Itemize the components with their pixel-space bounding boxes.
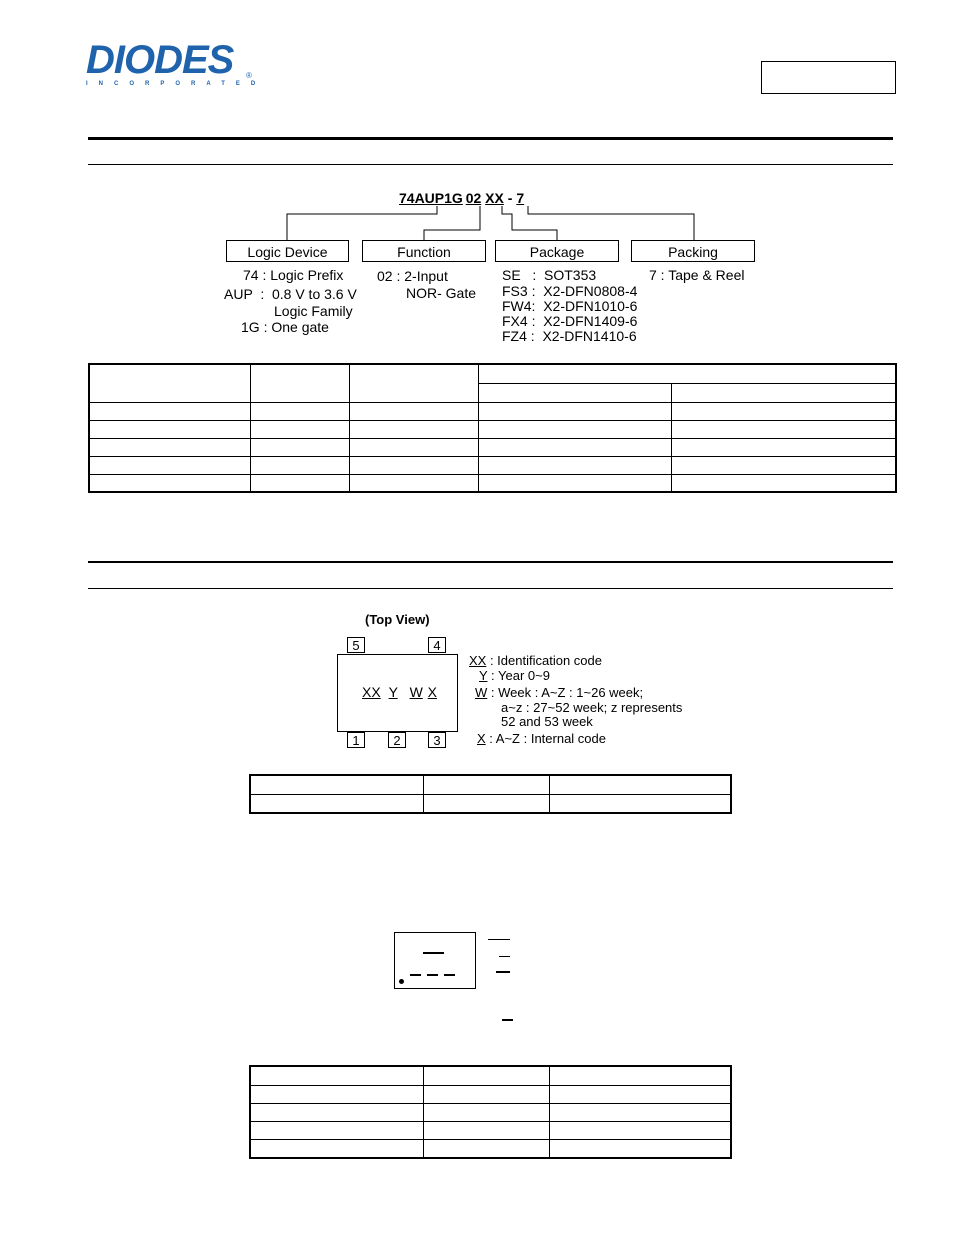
pin1-dot-icon bbox=[399, 979, 404, 984]
pin-2: 2 bbox=[388, 732, 406, 748]
chip-marking-code bbox=[362, 684, 437, 700]
table-cell bbox=[479, 383, 672, 402]
table-row bbox=[250, 1103, 731, 1121]
table-row bbox=[250, 1066, 731, 1085]
category-package: Package bbox=[495, 240, 619, 262]
table-row bbox=[250, 1122, 731, 1140]
table-row bbox=[89, 438, 896, 456]
category-packing: Packing bbox=[631, 240, 755, 262]
logo-wordmark: DIODES bbox=[86, 38, 234, 82]
logic-desc-gate: 1G : One gate bbox=[241, 319, 329, 335]
package-desc-fz4: FZ4 : X2-DFN1410-6 bbox=[502, 328, 637, 344]
table-row bbox=[89, 402, 896, 420]
package-desc-fx4: FX4 : X2-DFN1409-6 bbox=[502, 313, 638, 329]
packing-desc: 7 : Tape & Reel bbox=[649, 267, 745, 283]
dfn-mark-line bbox=[427, 974, 438, 976]
package-desc-se: SE : SOT353 bbox=[502, 267, 597, 283]
registered-mark: ® bbox=[246, 71, 252, 80]
pn-function: 02 bbox=[465, 190, 482, 206]
dfn-legend-line bbox=[496, 971, 510, 973]
section2-rule-bottom bbox=[88, 588, 893, 589]
top-view-label: (Top View) bbox=[365, 612, 430, 627]
chip-x: X bbox=[427, 684, 438, 700]
table-row bbox=[250, 1085, 731, 1103]
pn-dash: - bbox=[507, 190, 513, 206]
dfn-mark-line bbox=[410, 974, 421, 976]
dfn-chip-body bbox=[394, 932, 476, 989]
chip-xx: XX bbox=[362, 684, 381, 700]
table-row bbox=[250, 794, 731, 813]
ordering-table bbox=[88, 363, 897, 493]
dfn-mark-line bbox=[423, 952, 444, 954]
logic-desc-aup: AUP : 0.8 V to 3.6 V bbox=[224, 286, 357, 302]
table-row bbox=[89, 420, 896, 438]
pin-5: 5 bbox=[347, 637, 365, 653]
legend-w: W : Week : A~Z : 1~26 week; bbox=[475, 685, 644, 700]
marking-table-1 bbox=[249, 774, 732, 814]
legend-y: Y : Year 0~9 bbox=[479, 668, 550, 683]
table-cell bbox=[251, 364, 350, 402]
function-desc-gate: NOR- Gate bbox=[406, 285, 477, 301]
pn-packing: 7 bbox=[516, 190, 525, 206]
legend-xx: XX : Identification code bbox=[469, 653, 602, 668]
table-row bbox=[250, 1140, 731, 1158]
table-row bbox=[89, 474, 896, 492]
dfn-legend-line bbox=[488, 939, 510, 940]
legend-w-cont1: a~z : 27~52 week; z represents bbox=[501, 700, 683, 715]
pin-4: 4 bbox=[428, 637, 446, 653]
dfn-legend-line bbox=[499, 956, 510, 957]
table-row bbox=[89, 456, 896, 474]
marking-table-2 bbox=[249, 1065, 732, 1159]
pn-prefix: 74AUP1G bbox=[399, 190, 463, 206]
dfn-legend-line bbox=[502, 1019, 513, 1021]
table-row bbox=[250, 775, 731, 794]
pin-1: 1 bbox=[347, 732, 365, 748]
chip-w: W bbox=[409, 684, 423, 700]
chip-y: Y bbox=[388, 684, 398, 700]
legend-w-cont2: 52 and 53 week bbox=[501, 714, 593, 729]
table-cell bbox=[350, 364, 479, 402]
category-logic-device: Logic Device bbox=[226, 240, 349, 262]
package-desc-fw4: FW4: X2-DFN1010-6 bbox=[502, 298, 638, 314]
section2-rule-top bbox=[88, 561, 893, 563]
pin-3: 3 bbox=[428, 732, 446, 748]
legend-x: X : A~Z : Internal code bbox=[477, 731, 606, 746]
logic-desc-family: Logic Family bbox=[274, 303, 353, 319]
package-desc-fs3: FS3 : X2-DFN0808-4 bbox=[502, 283, 638, 299]
table-cell bbox=[89, 364, 251, 402]
table-cell bbox=[479, 364, 897, 383]
dfn-mark-line bbox=[444, 974, 455, 976]
category-function: Function bbox=[362, 240, 486, 262]
pn-package: XX bbox=[485, 190, 504, 206]
ordering-connectors bbox=[0, 0, 954, 260]
function-desc-input: 02 : 2-Input bbox=[377, 268, 448, 284]
table-cell bbox=[672, 383, 897, 402]
logic-desc-prefix: 74 : Logic Prefix bbox=[243, 267, 344, 283]
logo-subtitle: INCORPORATED bbox=[86, 81, 267, 87]
